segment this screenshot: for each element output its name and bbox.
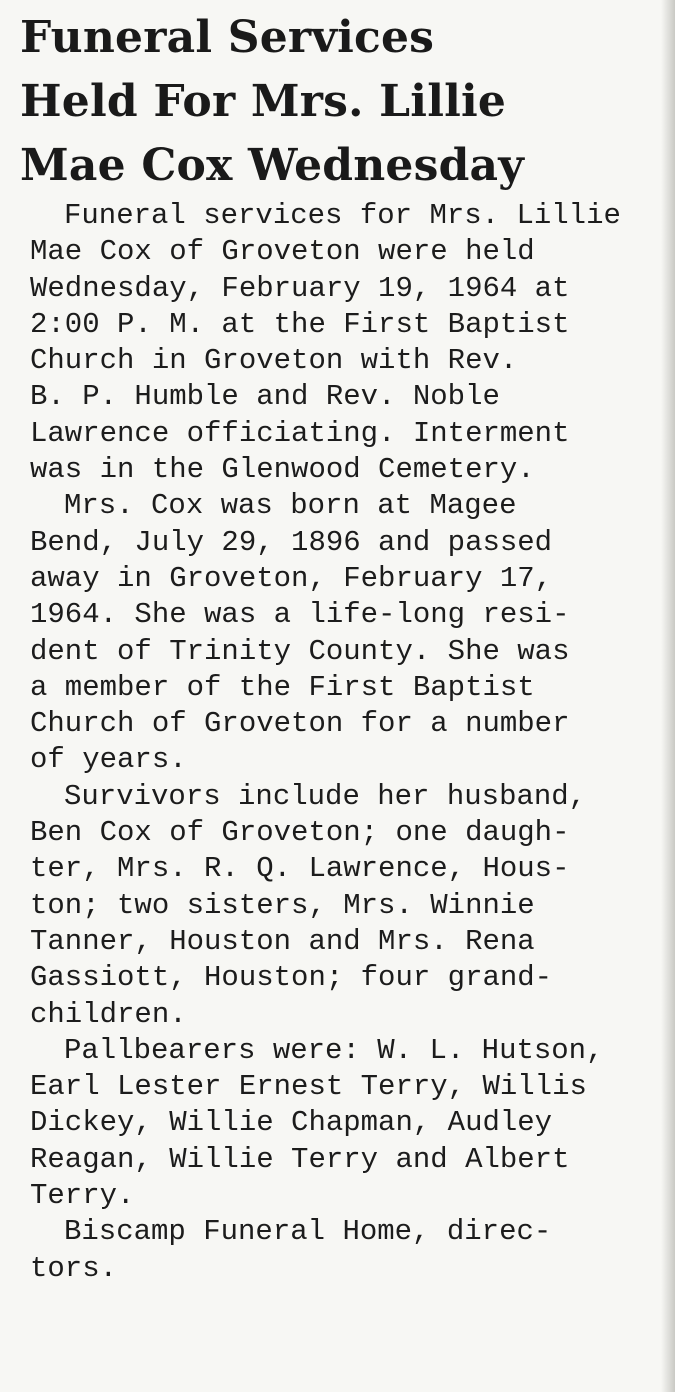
text-line: Funeral services for Mrs. Lillie [64,199,621,232]
text-line: 1964. She was a life-long resi- [30,598,570,632]
text-line: Terry. [30,1179,135,1213]
scan-edge-shadow [661,0,675,1392]
paragraph-funeral-home [30,1214,640,1287]
text-line: Earl Lester Ernest Terry, Willis [30,1070,587,1104]
text-line: of years. [30,743,187,777]
text-line: Survivors include her husband, [64,779,587,813]
text-line: Gassiott, Houston; four grand- [30,961,553,995]
text-line: away in Groveton, February 17, [30,561,553,595]
text-line: a member of the First Baptist [30,670,535,704]
text-line: ton; two sisters, Mrs. Winnie [30,888,535,922]
headline [20,6,650,198]
paragraph-biography [30,488,640,778]
text-line: Reagan, Willie Terry and Albert [30,1142,570,1176]
text-line: Tanner, Houston and Mrs. Rena [30,924,535,958]
text-line: Pallbearers were: W. L. Hutson, [64,1033,604,1067]
text-line: dent of Trinity County. She was [30,634,570,668]
text-line: children. [30,997,187,1031]
text-line: 2:00 P. M. at the First Baptist [30,307,570,341]
text-line: B. P. Humble and Rev. Noble [30,380,500,414]
text-line: Ben Cox of Groveton; one daugh- [30,816,570,850]
article-body [30,198,640,1287]
text-line: Church of Groveton for a number [30,707,570,741]
headline-line: Held For Mrs. Lillie [20,76,507,127]
text-line: Mrs. Cox was born at Magee [64,489,517,523]
headline-line: Mae Cox Wednesday [20,140,525,191]
text-line: tors. [30,1251,118,1285]
text-line: Lawrence officiating. Interment [30,416,570,450]
headline-line: Funeral Services [20,12,435,63]
text-line: Church in Groveton with Rev. [30,344,518,378]
text-line: Bend, July 29, 1896 and passed [30,525,553,559]
text-line: Dickey, Willie Chapman, Audley [30,1106,553,1140]
paragraph-survivors [30,779,640,1033]
text-line: Mae Cox of Groveton were held [30,235,535,269]
paragraph-services [30,198,640,488]
text-line: ter, Mrs. R. Q. Lawrence, Hous- [30,852,570,886]
text-line: was in the Glenwood Cemetery. [30,453,535,487]
text-line: Wednesday, February 19, 1964 at [30,271,570,305]
text-line: Biscamp Funeral Home, direc- [64,1215,552,1249]
paragraph-pallbearers [30,1033,640,1214]
